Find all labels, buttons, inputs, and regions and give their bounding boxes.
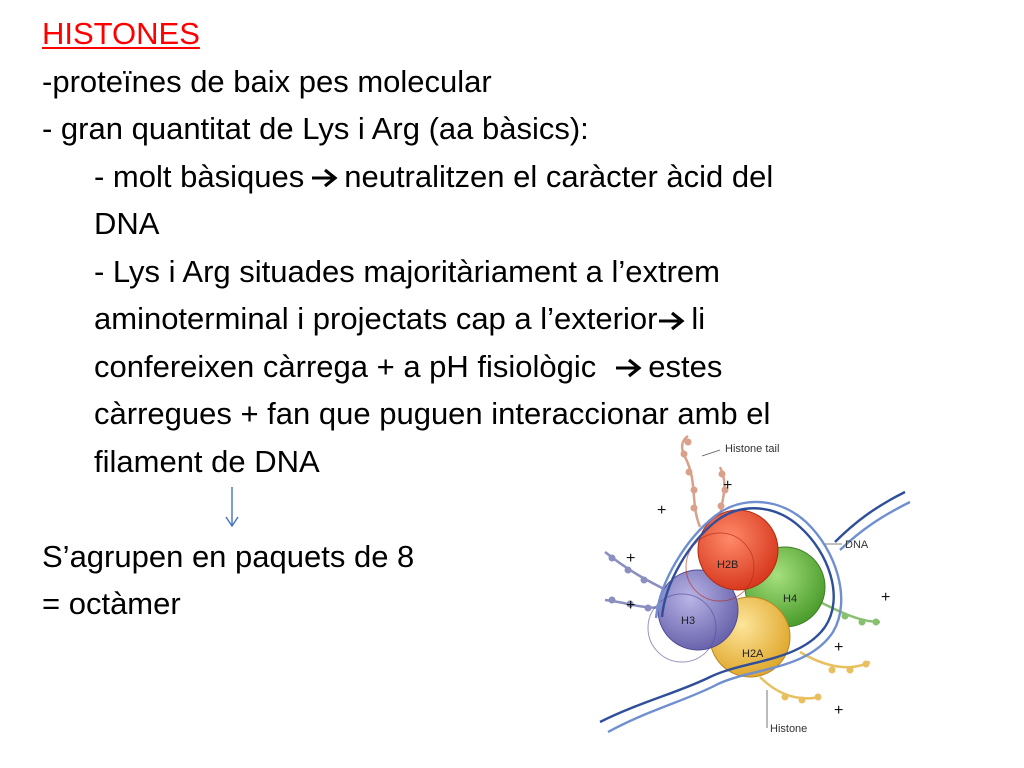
plus-sign: +: [657, 502, 667, 519]
down-arrow-icon: [224, 486, 240, 528]
label-histone-tail: Histone tail: [725, 443, 780, 455]
conclusion-line-2: = octàmer: [42, 586, 181, 621]
histone-core: [648, 510, 825, 677]
sub-bullet-location-1: - Lys i Arg situades majoritàriament a l’extrem: [94, 253, 720, 289]
dna-strand-3: [835, 492, 905, 542]
sub-bullet-basic: [42, 153, 922, 201]
sub-bullet-location-3: [42, 343, 922, 391]
label-h2a: H2A: [742, 648, 764, 660]
conclusion-line-1: S’agrupen en paquets de 8: [42, 538, 415, 574]
bullet-lys-arg: - gran quantitat de Lys i Arg (aa bàsics):: [42, 111, 589, 146]
sub-bullet-basic-text: - molt bàsiques: [94, 158, 305, 194]
label-histone: Histone: [770, 723, 808, 735]
histone-tail-top: [682, 436, 700, 527]
plus-sign: +: [626, 597, 636, 614]
label-h2b: H2B: [717, 559, 739, 571]
sub-bullet-location-2b: li: [691, 301, 706, 336]
sub-bullet-location-4: càrregues + fan que puguen interaccionar amb el: [94, 396, 771, 431]
sub-bullet-neutralize-text: neutralitzen el caràcter àcid del: [344, 158, 774, 194]
plus-sign: +: [626, 550, 636, 567]
sub-bullet-location-2a: aminoterminal i projectats cap a l’exterior: [94, 301, 658, 336]
plus-sign: +: [723, 477, 733, 494]
sub-bullet-location-3a: confereixen càrrega + a pH fisiològic: [94, 348, 597, 384]
right-arrow-icon: [657, 310, 687, 332]
plus-sign: +: [881, 589, 891, 606]
plus-sign: +: [834, 639, 844, 656]
nucleosome-figure: [570, 432, 942, 738]
right-arrow-icon: [614, 357, 644, 379]
sub-bullet-location-3b: estes: [648, 348, 723, 384]
slide-title: HISTONES: [42, 16, 200, 51]
right-arrow-icon: [310, 167, 340, 189]
label-dna: DNA: [845, 539, 869, 551]
sub-bullet-location-2: [42, 295, 922, 343]
label-h4: H4: [783, 593, 798, 605]
sub-bullet-dna: DNA: [94, 206, 160, 241]
sub-bullet-location-5: filament de DNA: [94, 443, 320, 479]
bullet-low-molecular-weight: -proteïnes de baix pes molecular: [42, 63, 492, 99]
histone-tail-bottom: [760, 677, 820, 698]
histone-h2b: [698, 510, 778, 590]
plus-sign: +: [834, 702, 844, 719]
label-h3: H3: [681, 615, 696, 627]
